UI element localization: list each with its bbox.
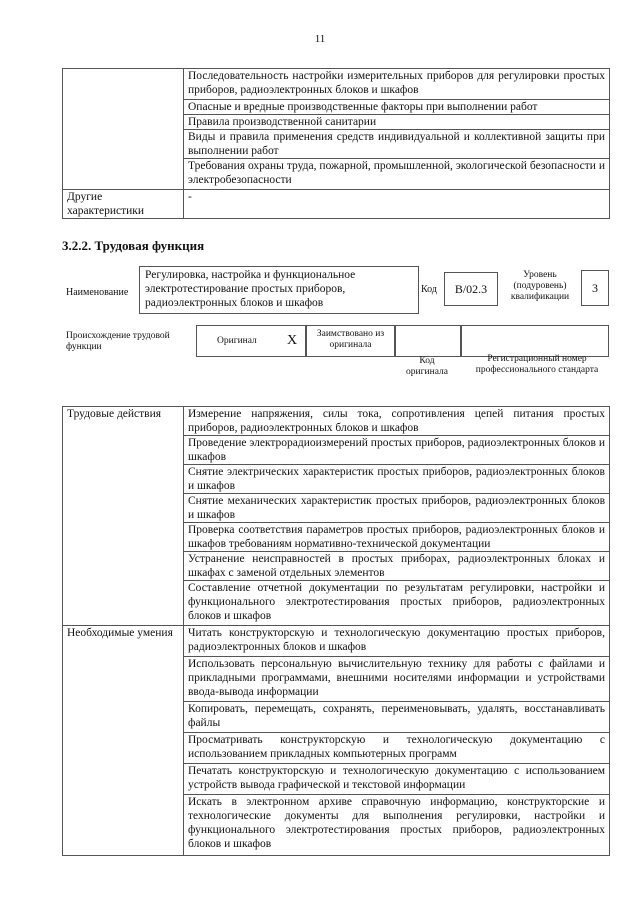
qualification-level-label: Уровень (подуровень) квалификации (510, 270, 570, 302)
required-skill-item: Искать в электронном архиве справочную информацию, конструкторские и технологические документы для выполнения регулировки, настройки и функционального электротестирования простых приборов, радиоэлектронных блоков и шкафов (184, 795, 610, 856)
knowledge-label-cell (63, 69, 184, 190)
original-mark: X (287, 333, 298, 348)
required-skill-item: Использовать персональную вычислительную технику для работы с файлами и прикладными программами, внешними носителями информации и устройствами ввода-вывода информации (184, 657, 610, 702)
function-code-value: B/02.3 (444, 272, 498, 306)
knowledge-item: Виды и правила применения средств индивидуальной и коллективной защиты при выполнении работ (184, 130, 610, 159)
section-heading: 3.2.2. Трудовая функция (62, 238, 205, 253)
origin-label: Происхождение трудовой функции (66, 331, 170, 352)
knowledge-table-continuation (62, 68, 610, 219)
original-code-caption: Код оригинала (406, 356, 448, 377)
borrowed-cell (306, 325, 395, 357)
knowledge-item: Правила производственной санитарии (184, 115, 610, 130)
other-characteristics-value: - (184, 190, 610, 219)
original-cell (196, 325, 306, 357)
required-skill-item: Печатать конструкторскую и технологическую документацию с использованием устройств вывода графической и текстовой информации (184, 764, 610, 795)
labor-action-item: Снятие механических характеристик простых приборов, радиоэлектронных блоков и шкафов (184, 494, 610, 523)
labor-action-item: Снятие электрических характеристик простых приборов, радиоэлектронных блоков и шкафов (184, 465, 610, 494)
required-skill-item: Копировать, перемещать, сохранять, переименовывать, удалять, восстанавливать файлы (184, 702, 610, 733)
other-characteristics-label: Другие характеристики (63, 190, 184, 219)
labor-action-item: Проверка соответствия параметров простых приборов, радиоэлектронных блоков и шкафов требованиям нормативно-технической документации (184, 523, 610, 552)
registration-number-box (461, 325, 609, 357)
required-skill-item: Читать конструкторскую и технологическую документацию простых приборов, радиоэлектронных блоков и шкафов (184, 626, 610, 657)
knowledge-item: Последовательность настройки измерительных приборов для регулировки простых приборов, радиоэлектронных блоков и шкафов (184, 69, 610, 100)
function-name-value: Регулировка, настройка и функциональное электротестирование простых приборов, радиоэлектронных блоков и шкафов (139, 266, 419, 314)
labor-action-item: Устранение неисправностей в простых приборах, радиоэлектронных блоках и шкафах с заменой отдельных элементов (184, 552, 610, 581)
required-skill-item: Просматривать конструкторскую и технологическую документацию с использованием прикладных компьютерных программ (184, 733, 610, 764)
original-code-box (395, 325, 461, 357)
labor-action-item: Проведение электрорадиоизмерений простых приборов, радиоэлектронных блоков и шкафов (184, 436, 610, 465)
knowledge-item: Требования охраны труда, пожарной, промышленной, экологической безопасности и электробезопасности (184, 159, 610, 190)
page-number: 11 (314, 33, 326, 45)
registration-number-caption: Регистрационный номер профессионального стандарта (475, 354, 599, 375)
required-skills-label: Необходимые умения (63, 626, 184, 856)
code-label: Код (421, 284, 437, 295)
labor-actions-label: Трудовые действия (63, 407, 184, 626)
borrowed-label: Заимствовано из оригинала (316, 329, 385, 350)
labor-actions-skills-table (62, 406, 610, 856)
labor-action-item: Измерение напряжения, силы тока, сопротивления цепей питания простых приборов, радиоэлектронных блоков и шкафов (184, 407, 610, 436)
name-label: Наименование (66, 287, 129, 298)
original-label: Оригинал (217, 336, 257, 346)
labor-action-item: Составление отчетной документации по результатам регулировки, настройки и функционального электротестирования простых приборов, радиоэлектронных блоков и шкафов (184, 581, 610, 626)
knowledge-item: Опасные и вредные производственные факторы при выполнении работ (184, 100, 610, 115)
qualification-level-value: 3 (581, 270, 609, 306)
